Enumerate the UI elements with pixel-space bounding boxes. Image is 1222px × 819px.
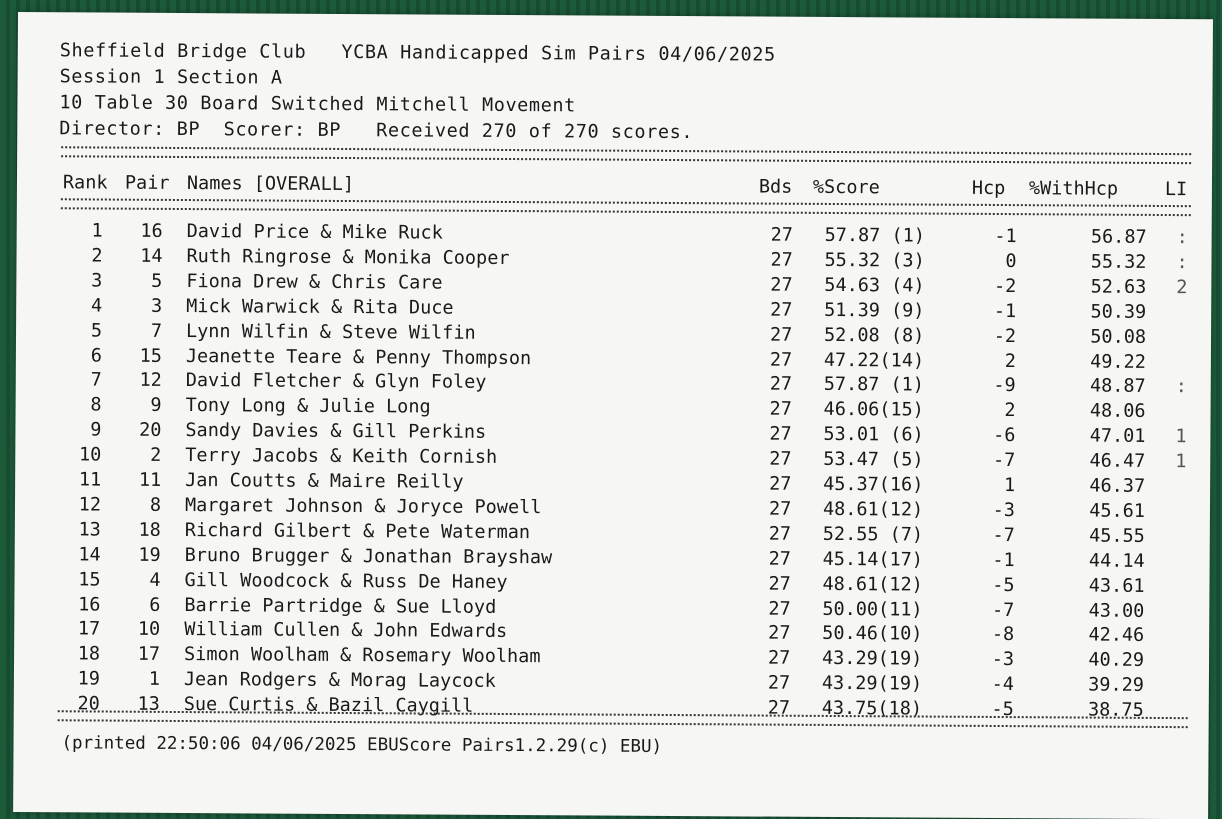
cell-with-hcp: 43.61 — [1088, 575, 1145, 597]
cell-hcp: -2 — [993, 325, 1017, 347]
cell-rank: 6 — [90, 344, 102, 367]
cell-score: 45.37(16) — [823, 473, 924, 496]
cell-score: 57.87 (1) — [824, 224, 925, 247]
cell-names: Jan Coutts & Maire Reilly — [185, 470, 464, 493]
cell-pair: 2 — [150, 444, 162, 466]
cell-hcp: -7 — [992, 599, 1015, 621]
movement-line: 10 Table 30 Board Switched Mitchell Movement — [59, 92, 576, 117]
cell-bds: 27 — [768, 573, 791, 595]
cell-bds: 27 — [769, 349, 793, 371]
cell-bds: 27 — [768, 598, 791, 620]
cell-names: Gill Woodcock & Russ De Haney — [184, 569, 508, 593]
cell-hcp: -3 — [991, 649, 1015, 671]
cell-with-hcp: 48.87 — [1089, 375, 1146, 398]
cell-with-hcp: 45.55 — [1089, 525, 1145, 547]
cell-pair: 11 — [138, 469, 162, 491]
results-printout — [13, 12, 1213, 819]
cell-with-hcp: 55.32 — [1090, 251, 1147, 273]
cell-bds: 27 — [770, 274, 793, 296]
cell-score: 43.29(19) — [822, 648, 923, 670]
cell-bds: 27 — [769, 473, 792, 495]
cell-rank: 9 — [90, 419, 102, 441]
cell-with-hcp: 44.14 — [1088, 550, 1145, 572]
cell-score: 50.46(10) — [822, 623, 923, 645]
cell-rank: 3 — [91, 270, 103, 292]
cell-bds: 27 — [769, 373, 793, 396]
cell-with-hcp: 52.63 — [1090, 276, 1147, 298]
cell-names: Tony Long & Julie Long — [185, 395, 431, 418]
cell-pair: 6 — [149, 594, 161, 616]
cell-with-hcp: 38.75 — [1087, 699, 1144, 721]
cell-score: 43.75(18) — [821, 698, 923, 720]
cell-bds: 27 — [768, 622, 791, 645]
cell-names: Sandy Davies & Gill Perkins — [185, 420, 487, 444]
cell-pair: 8 — [149, 494, 162, 516]
cell-names: Simon Woolham & Rosemary Woolham — [184, 644, 541, 668]
cell-rank: 12 — [78, 494, 102, 516]
cell-pair: 4 — [149, 569, 161, 591]
cell-names: William Cullen & John Edwards — [184, 619, 508, 643]
cell-score: 53.01 (6) — [823, 424, 924, 446]
cell-pair: 13 — [137, 693, 160, 715]
cell-rank: 14 — [78, 544, 101, 566]
top-divider — [61, 146, 1191, 164]
cell-pair: 15 — [139, 345, 162, 367]
col-score: %Score — [812, 176, 880, 199]
cell-hcp: -1 — [993, 300, 1017, 322]
cell-names: Sue Curtis & Bazil Caygill — [183, 694, 474, 717]
cell-with-hcp: 49.22 — [1090, 351, 1146, 373]
cell-with-hcp: 39.29 — [1088, 674, 1144, 697]
cell-rank: 11 — [78, 469, 102, 491]
cell-rank: 15 — [78, 568, 101, 591]
cell-pair: 9 — [150, 395, 162, 417]
cell-bds: 27 — [769, 448, 792, 470]
cell-with-hcp: 43.00 — [1088, 600, 1145, 622]
cell-names: David Fletcher & Glyn Foley — [185, 370, 487, 394]
cell-rank: 18 — [77, 643, 101, 665]
cell-hcp: -4 — [991, 674, 1014, 696]
cell-bds: 27 — [768, 498, 792, 520]
cell-score: 48.61(12) — [822, 498, 924, 521]
cell-lp: 1 — [1175, 426, 1187, 448]
cell-pair: 1 — [148, 668, 160, 691]
cell-with-hcp: 42.46 — [1088, 624, 1145, 647]
cell-bds: 27 — [767, 672, 791, 694]
cell-pair: 14 — [140, 245, 163, 267]
cell-bds: 27 — [768, 548, 792, 570]
cell-hcp: 2 — [1004, 400, 1016, 422]
cell-names: Ruth Ringrose & Monika Cooper — [186, 245, 510, 269]
cell-names: Fiona Drew & Chris Care — [186, 270, 443, 294]
director-line: Director: BP Scorer: BP Received 270 of 270 scores. — [59, 118, 694, 144]
cell-score: 54.63 (4) — [824, 274, 925, 297]
cell-rank: 19 — [77, 668, 100, 690]
cell-pair: 20 — [139, 419, 162, 442]
cell-rank: 1 — [91, 220, 103, 242]
col-bds: Bds — [758, 176, 793, 198]
cell-pair: 16 — [140, 220, 163, 242]
cell-rank: 7 — [90, 369, 102, 391]
cell-lp: : — [1175, 376, 1187, 398]
cell-hcp: -3 — [992, 499, 1016, 521]
cell-rank: 4 — [91, 295, 103, 317]
cell-with-hcp: 48.06 — [1089, 400, 1146, 423]
cell-hcp: -5 — [991, 699, 1014, 721]
cell-hcp: -2 — [993, 275, 1017, 297]
cell-pair: 17 — [137, 644, 161, 666]
cell-hcp: -5 — [992, 574, 1015, 596]
cell-rank: 13 — [78, 519, 101, 541]
cell-bds: 27 — [769, 398, 792, 421]
cell-hcp: -8 — [991, 624, 1015, 646]
cell-score: 51.39 (9) — [824, 299, 925, 322]
col-names: Names [OVERALL] — [186, 173, 355, 196]
cell-hcp: -1 — [992, 549, 1015, 571]
cell-with-hcp: 47.01 — [1089, 425, 1146, 448]
cell-names: Jeanette Teare & Penny Thompson — [185, 345, 532, 369]
cell-hcp: -1 — [994, 225, 1017, 248]
cell-rank: 16 — [78, 593, 101, 616]
cell-rank: 20 — [77, 693, 100, 715]
cell-names: Terry Jacobs & Keith Cornish — [185, 445, 498, 469]
cell-hcp: -9 — [993, 375, 1016, 397]
cell-bds: 27 — [768, 647, 791, 670]
cell-bds: 27 — [770, 299, 793, 321]
session-line: Session 1 Section A — [59, 66, 283, 89]
cell-score: 55.32 (3) — [824, 249, 925, 272]
cell-with-hcp: 45.61 — [1089, 500, 1146, 522]
header-divider — [61, 198, 1191, 216]
cell-rank: 2 — [91, 245, 103, 267]
cell-with-hcp: 46.47 — [1089, 450, 1146, 472]
cell-lp: : — [1176, 251, 1188, 274]
cell-with-hcp: 50.39 — [1090, 301, 1147, 323]
cell-names: Lynn Wilfin & Steve Wilfin — [185, 320, 476, 344]
cell-score: 57.87 (1) — [823, 374, 925, 396]
printed-footer: (printed 22:50:06 04/06/2025 EBUScore Pairs1.2.29(c) EBU) — [61, 733, 663, 757]
cell-names: Margaret Johnson & Joryce Powell — [184, 494, 542, 519]
cell-score: 53.47 (5) — [823, 449, 924, 471]
cell-hcp: -7 — [992, 450, 1016, 472]
results-table — [17, 220, 1212, 721]
cell-rank: 5 — [90, 320, 103, 342]
col-hcp: Hcp — [971, 177, 1006, 200]
cell-pair: 7 — [150, 320, 163, 342]
cell-score: 45.14(17) — [822, 548, 923, 571]
cell-bds: 27 — [768, 523, 792, 545]
cell-names: Jean Rodgers & Morag Laycock — [183, 669, 496, 693]
cell-score: 48.61(12) — [822, 573, 923, 596]
cell-names: Mick Warwick & Rita Duce — [186, 295, 454, 319]
col-lp: LI — [1164, 179, 1188, 201]
cell-score: 50.00(11) — [822, 598, 923, 621]
cell-with-hcp: 56.87 — [1090, 226, 1147, 248]
cell-pair: 10 — [137, 619, 161, 641]
club-event-title: Sheffield Bridge Club YCBA Handicapped Sim Pairs 04/06/2025 — [59, 40, 776, 66]
col-rank: Rank — [62, 172, 108, 194]
cell-hcp: -6 — [993, 425, 1016, 447]
cell-bds: 27 — [767, 697, 791, 719]
cell-bds: 27 — [769, 324, 793, 346]
col-with-hcp: %WithHcp — [1028, 178, 1119, 200]
cell-score: 43.29(19) — [821, 673, 923, 695]
cell-bds: 27 — [770, 249, 793, 271]
cell-names: Bruno Brugger & Jonathan Brayshaw — [184, 544, 553, 568]
cell-rank: 17 — [77, 618, 101, 640]
cell-rank: 8 — [90, 394, 102, 416]
cell-score: 52.55 (7) — [822, 523, 924, 546]
cell-score: 52.08 (8) — [823, 324, 925, 347]
cell-lp: 2 — [1176, 276, 1188, 298]
cell-pair: 18 — [138, 519, 161, 541]
cell-score: 47.22(14) — [823, 349, 925, 372]
col-pair: Pair — [124, 172, 170, 194]
cell-lp: : — [1176, 227, 1188, 249]
cell-hcp: 1 — [1003, 475, 1016, 497]
cell-names: Barrie Partridge & Sue Lloyd — [184, 594, 497, 618]
cell-pair: 12 — [139, 370, 162, 392]
cell-with-hcp: 40.29 — [1088, 649, 1145, 672]
cell-names: David Price & Mike Ruck — [186, 221, 443, 244]
cell-hcp: 0 — [1005, 250, 1017, 272]
cell-rank: 10 — [78, 444, 102, 466]
cell-with-hcp: 46.37 — [1089, 475, 1146, 497]
cell-bds: 27 — [769, 423, 792, 445]
cell-bds: 27 — [770, 224, 793, 246]
cell-hcp: -7 — [992, 524, 1015, 546]
cell-lp: 1 — [1175, 451, 1187, 473]
cell-pair: 19 — [138, 544, 161, 566]
cell-names: Richard Gilbert & Pete Waterman — [184, 519, 531, 543]
cell-score: 46.06(15) — [823, 399, 924, 421]
cell-pair: 5 — [151, 270, 163, 292]
cell-hcp: 2 — [1004, 350, 1016, 372]
cell-with-hcp: 50.08 — [1090, 326, 1147, 348]
cell-pair: 3 — [151, 295, 163, 317]
